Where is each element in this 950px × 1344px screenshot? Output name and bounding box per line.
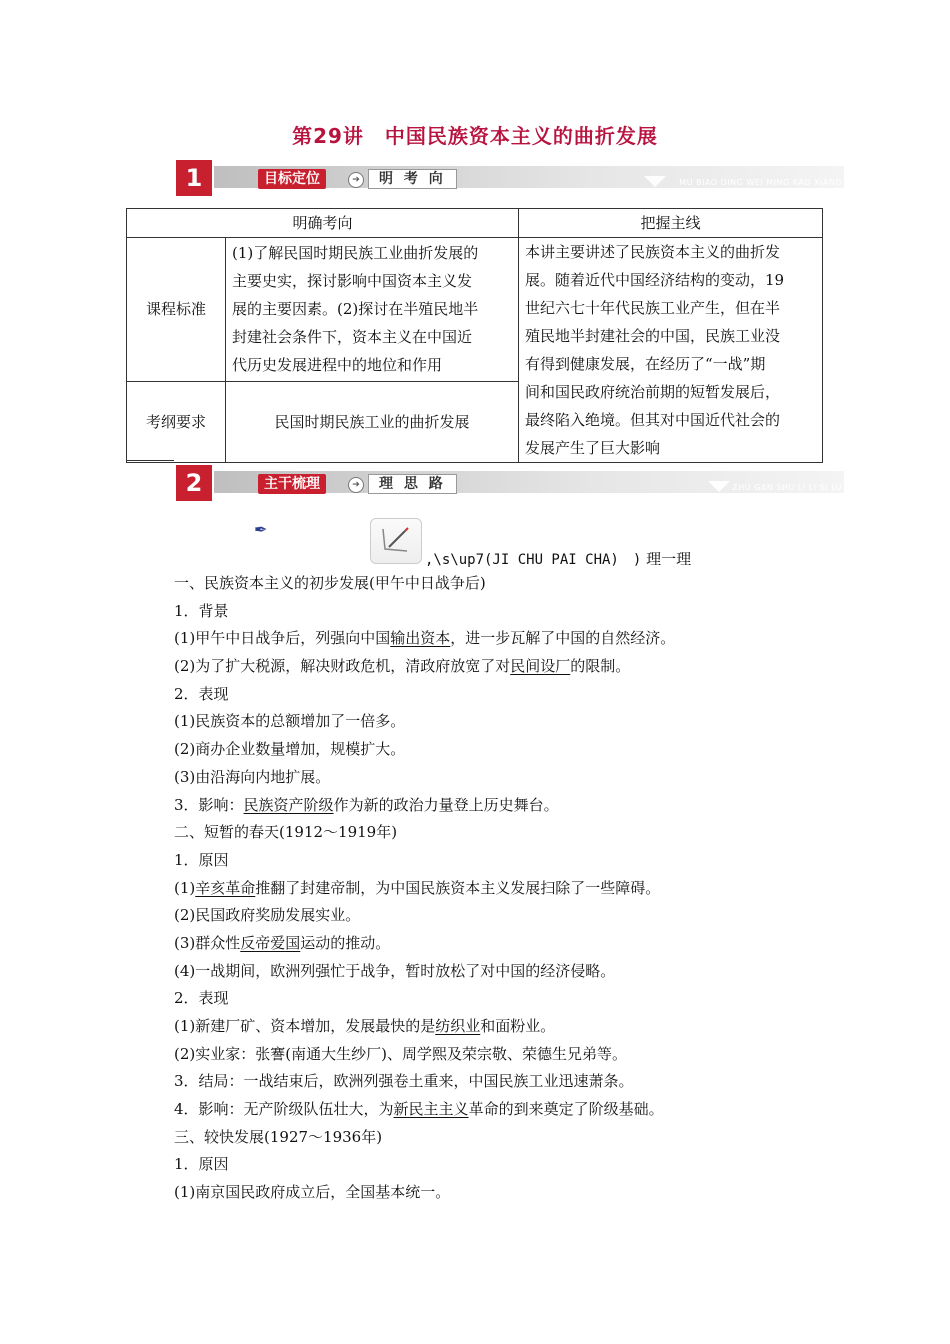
section-banner-goals (176, 160, 844, 196)
section-banner-outline (176, 465, 844, 501)
key-term: 输出资本 (390, 629, 451, 648)
outline-line (174, 764, 874, 792)
outline-line (174, 819, 874, 847)
section-number: 2 (176, 465, 212, 501)
subheading-code: ,\s\up7(JI CHU PAI CHA) ) (425, 552, 642, 568)
outline-line (174, 958, 874, 986)
outline-line (174, 736, 874, 764)
line-text: 作为新的政治力量登上历史舞台。 (333, 795, 559, 814)
line-text: 1．原因 (174, 1155, 229, 1174)
section-number: 1 (176, 160, 212, 196)
line-text: (2)实业家：张謇(南通大生纱厂)、周学熙及荣宗敬、荣德生兄弟等。 (174, 1044, 627, 1063)
line-text: 2．表现 (174, 684, 229, 703)
line-text: 3．结局：一战结束后，欧洲列强卷土重来，中国民族工业迅速萧条。 (174, 1072, 634, 1091)
section-subtag: 明 考 向 (368, 169, 457, 189)
outline-body (174, 570, 874, 1207)
line-text: 推翻了封建帝制，为中国民族资本主义发展扫除了一些障碍。 (255, 878, 661, 897)
cell-line: 间和国民政府统治前期的短暂发展后， (525, 383, 781, 401)
line-text: 1．原因 (174, 850, 229, 869)
line-text: 运动的推动。 (300, 933, 391, 952)
outline-line (174, 1041, 874, 1069)
curriculum-cell (226, 238, 519, 382)
cell-line: 有得到健康发展，在经历了“一战”期 (525, 355, 766, 373)
table-tail-rule (126, 460, 174, 461)
cell-line: 殖民地半封建社会的中国，民族工业没 (525, 327, 781, 345)
section-tag: 主干梳理 (258, 474, 326, 494)
outline-line (174, 930, 874, 958)
row-label-syllabus: 考纲要求 (127, 381, 226, 462)
outline-line (174, 1151, 874, 1179)
outline-line (174, 1124, 874, 1152)
outline-line (174, 653, 874, 681)
outline-line (174, 1096, 874, 1124)
cell-line: 主要史实，探讨影响中国资本主义发 (232, 272, 473, 291)
arrow-circle-icon: ➔ (348, 172, 364, 188)
cell-line: 封建社会条件下，资本主义在中国近 (232, 328, 473, 347)
outline-line (174, 598, 874, 626)
cell-line: 世纪六七十年代民族工业产生，但在半 (525, 299, 781, 317)
banner-bar (214, 166, 844, 188)
line-text: (3)群众性 (174, 933, 241, 952)
cell-line: (1)了解民国时期民族工业曲折发展的 (232, 244, 479, 263)
section-tag: 目标定位 (258, 169, 326, 189)
section-pinyin: MU BIAO DING WEI MING KAO XIANG (679, 178, 842, 187)
outline-line (174, 570, 874, 598)
section-pinyin: ZHU GAN SHU LI LI SI LU (732, 483, 842, 492)
outline-line (174, 985, 874, 1013)
line-text: (3)由沿海向内地扩展。 (174, 767, 331, 786)
triangle-logo-icon (708, 481, 730, 492)
line-text: 二、短暂的春天(1912～1919年) (174, 823, 398, 842)
line-text: (2)为了扩大税源，解决财政危机，清政府放宽了对 (174, 657, 511, 676)
key-term: 纺织业 (435, 1017, 481, 1035)
line-text: 一、民族资本主义的初步发展(甲午中日战争后) (174, 574, 486, 592)
line-text: (1)民族资本的总额增加了一倍多。 (174, 712, 406, 731)
line-text: (1) (174, 878, 196, 897)
table-header-left: 明确考向 (127, 209, 519, 238)
outline-line (174, 1179, 874, 1207)
subheading (425, 548, 691, 569)
cell-line: 展的主要因素。(2)探讨在半殖民地半 (232, 300, 479, 319)
main-thread-cell (519, 238, 823, 463)
key-term: 辛亥革命 (195, 878, 256, 897)
syllabus-cell: 民国时期民族工业的曲折发展 (226, 381, 519, 462)
line-text: (1)南京国民政府成立后，全国基本统一。 (174, 1183, 451, 1202)
line-text: 和面粉业。 (480, 1017, 556, 1035)
outline-line (174, 902, 874, 930)
line-text: (1)甲午中日战争后，列强向中国 (174, 629, 391, 648)
section-subtag: 理 思 路 (368, 474, 457, 494)
line-text: 1．背景 (174, 601, 229, 620)
key-term: 民族资产阶级 (243, 795, 334, 814)
cell-line: 本讲主要讲述了民族资本主义的曲折发 (525, 243, 781, 261)
line-text: 革命的到来奠定了阶级基础。 (468, 1100, 664, 1119)
cell-line: 展。随着近代中国经济结构的变动，19 (525, 271, 785, 289)
line-text: (2)商办企业数量增加，规模扩大。 (174, 740, 406, 759)
cell-line: 最终陷入绝境。但其对中国近代社会的 (525, 411, 781, 429)
outline-line (174, 708, 874, 736)
row-label-curriculum: 课程标准 (127, 238, 226, 382)
outline-line (174, 847, 874, 875)
outline-line (174, 1013, 874, 1041)
cell-line: 发展产生了巨大影响 (525, 439, 661, 457)
outline-line (174, 681, 874, 709)
line-text: 三、较快发展(1927～1936年) (174, 1127, 383, 1146)
triangle-logo-icon (644, 176, 666, 187)
banner-bar (214, 471, 844, 493)
line-text: ，进一步瓦解了中国的自然经济。 (450, 629, 676, 648)
line-text: 2．表现 (174, 989, 229, 1008)
line-text: (2)民国政府奖励发展实业。 (174, 906, 361, 925)
sketch-pad-icon (370, 518, 422, 564)
line-text: 4．影响：无产阶级队伍壮大，为 (174, 1100, 394, 1119)
objectives-table (126, 208, 823, 463)
cell-line: 代历史发展进程中的地位和作用 (232, 356, 443, 375)
outline-line (174, 792, 874, 820)
key-term: 反帝爱国 (240, 933, 301, 952)
subheading-label: 理一理 (641, 550, 692, 568)
arrow-circle-icon: ➔ (348, 477, 364, 493)
table-header-right: 把握主线 (519, 209, 823, 238)
key-term: 民间设厂 (510, 657, 571, 676)
outline-line (174, 1068, 874, 1096)
line-text: 3．影响： (174, 795, 244, 814)
outline-line (174, 875, 874, 903)
line-text: 的限制。 (570, 657, 631, 676)
pen-icon: ✒ (254, 520, 268, 539)
line-text: (1)新建厂矿、资本增加，发展最快的是 (174, 1017, 436, 1035)
line-text: (4)一战期间，欧洲列强忙于战争，暂时放松了对中国的经济侵略。 (174, 961, 616, 980)
page-title: 第29讲 中国民族资本主义的曲折发展 (292, 124, 658, 148)
key-term: 新民主主义 (393, 1100, 469, 1119)
outline-line (174, 625, 874, 653)
